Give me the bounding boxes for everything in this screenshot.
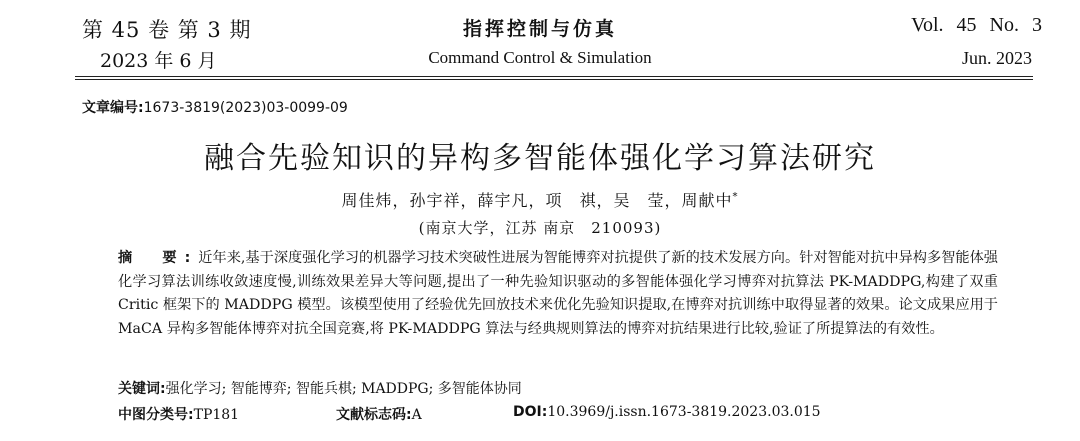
journal-name-en: Command Control & Simulation [428, 48, 652, 67]
abstract-text: 近年来,基于深度强化学习的机器学习技术突破性进展为智能博弈对抗提供了新的技术发展方向。针对智能对抗中异构多智能体强化学习算法训练收敛速度慢,训练效果差异大等问题,提出了一种先验知识驱动的多智能体强化学习博弈对抗算法 PK-MADDPG,构建了双重 Critic 框架下的 MADDPG 模型。该模型使用了经验优先回放技术来优化先验知识提取,在博弈对抗训练中取得显著的效果。论文成果应用于 MaCA 异构多智能体博弈对抗全国竞赛,将 PK-MADDPG 算法与经典规则算法的博弈对抗结果进行比较,验证了所提算法的有效性。 [118, 250, 998, 337]
author-list [0, 188, 1080, 211]
keywords-value: 强化学习; 智能博弈; 智能兵棋; MADDPG; 多智能体协同 [165, 381, 522, 397]
affiliation: (南京大学，江苏 南京 210093) [418, 219, 662, 237]
journal-header [0, 0, 1080, 80]
document-code [336, 404, 422, 424]
abstract [118, 247, 998, 341]
header-rule-bottom [75, 79, 1033, 80]
keywords [118, 378, 522, 398]
article-number-value: 1673-3819(2023)03-0099-09 [143, 100, 348, 116]
date-en: Jun. 2023 [961, 48, 1032, 68]
volume-issue-en: Vol. 45 No. 3 [911, 14, 1042, 36]
date-cn: 2023 年 6 月 [100, 50, 217, 72]
abstract-label: 摘 要: [118, 250, 199, 266]
journal-name-cn: 指挥控制与仿真 [462, 18, 617, 40]
author-names: 周佳炜，孙宇祥，薛宇凡，项 祺，吴 莹，周献中 [341, 191, 733, 210]
header-rule-top [75, 76, 1033, 77]
clc-label: 中图分类号: [118, 407, 194, 423]
volume-issue-cn: 第 45 卷 第 3 期 [82, 18, 252, 42]
doc-code-value: A [411, 407, 422, 423]
doi [513, 404, 821, 420]
article-number-label: 文章编号: [82, 100, 144, 116]
article-number [82, 97, 348, 117]
doi-label: DOI: [513, 404, 548, 420]
keywords-label: 关键词: [118, 381, 166, 397]
doc-code-label: 文献标志码: [336, 407, 412, 423]
clc-value: TP181 [193, 407, 240, 423]
doi-value: 10.3969/j.issn.1673-3819.2023.03.015 [547, 404, 821, 420]
paper-title: 融合先验知识的异构多智能体强化学习算法研究 [204, 141, 876, 176]
clc-number [118, 404, 239, 424]
corresponding-author-marker: * [732, 191, 739, 203]
